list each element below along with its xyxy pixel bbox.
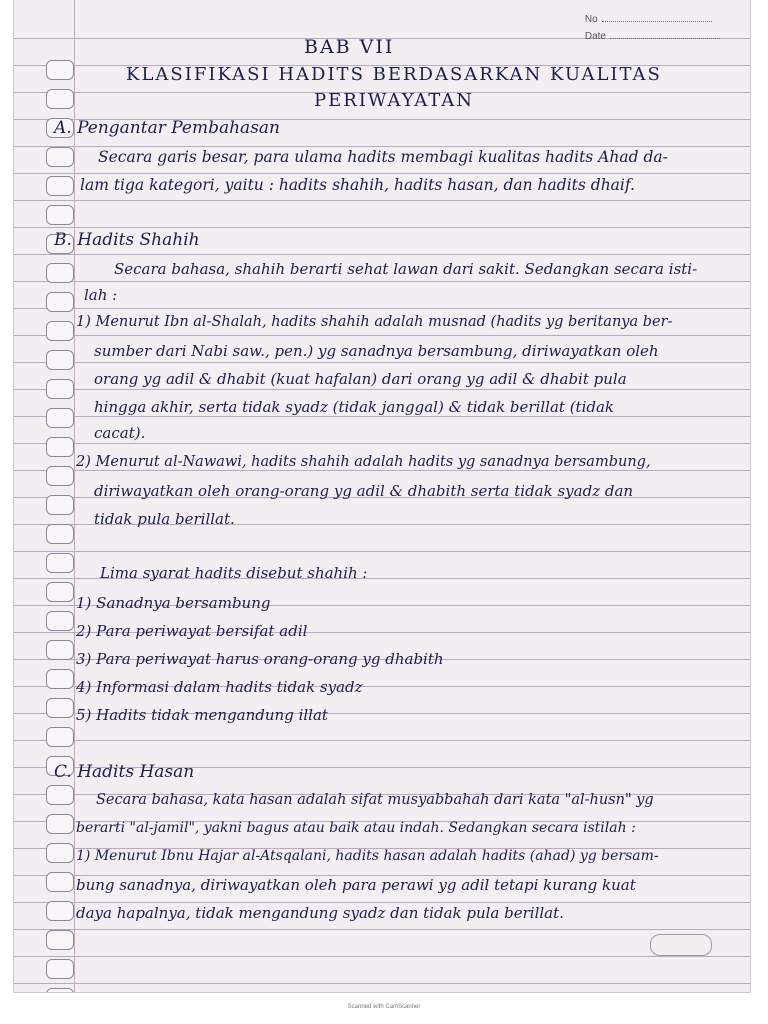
section-c-line: daya hapalnya, tidak mengandung syadz dan tidak pula berillat. [76, 904, 564, 922]
section-b-line: tidak pula berillat. [94, 510, 235, 528]
section-a-line: Secara garis besar, para ulama hadits membagi kualitas hadits Ahad da- [98, 148, 668, 166]
binder-hole [46, 292, 74, 312]
binder-holes [46, 60, 80, 992]
section-c-heading: C. Hadits Hasan [54, 762, 195, 782]
no-label: No [584, 14, 598, 25]
binder-hole [46, 321, 74, 341]
chapter-title: BAB VII [304, 36, 395, 58]
binder-hole [46, 843, 74, 863]
binder-hole [46, 379, 74, 399]
binder-hole [46, 814, 74, 834]
binder-hole [46, 60, 74, 80]
section-c-line: Secara bahasa, kata hasan adalah sifat musyabbahah dari kata "al-husn" yg [96, 792, 654, 808]
binder-hole [46, 176, 74, 196]
binder-hole [46, 959, 74, 979]
section-c-line: bung sanadnya, diriwayatkan oleh para perawi yg adil tetapi kurang kuat [76, 876, 636, 894]
syarat-item: 3) Para periwayat harus orang-orang yg dhabith [76, 650, 444, 668]
section-b-line: orang yg adil & dhabit (kuat hafalan) dari orang yg adil & dhabit pula [94, 370, 627, 388]
binder-hole [46, 350, 74, 370]
page-header-fields [585, 14, 720, 48]
binder-hole [46, 263, 74, 283]
binder-hole [46, 785, 74, 805]
section-b-line: 2) Menurut al-Nawawi, hadits shahih adalah hadits yg sanadnya bersambung, [76, 454, 651, 470]
binder-hole [46, 640, 74, 660]
binder-hole [46, 988, 74, 992]
section-b-line: Secara bahasa, shahih berarti sehat lawan dari sakit. Sedangkan secara isti- [114, 260, 698, 278]
binder-hole [46, 582, 74, 602]
title-line-2: PERIWAYATAN [314, 90, 475, 111]
binder-hole [46, 466, 74, 486]
binder-hole [46, 698, 74, 718]
section-c-line: 1) Menurut Ibnu Hajar al-Atsqalani, hadits hasan adalah hadits (ahad) yg bersam- [76, 848, 659, 864]
syarat-intro: Lima syarat hadits disebut shahih : [100, 564, 368, 582]
binder-hole [46, 205, 74, 225]
section-a-heading: A. Pengantar Pembahasan [54, 118, 280, 138]
date-label: Date [584, 31, 606, 42]
binder-hole [46, 89, 74, 109]
section-b-line: hingga akhir, serta tidak syadz (tidak janggal) & tidak berillat (tidak [94, 398, 615, 416]
notebook-page [14, 0, 750, 992]
syarat-item: 4) Informasi dalam hadits tidak syadz [76, 678, 363, 696]
section-b-line: lah : [84, 286, 118, 304]
binder-hole [46, 495, 74, 515]
binder-hole [46, 930, 74, 950]
binder-hole [46, 669, 74, 689]
binder-hole [46, 408, 74, 428]
section-a-line: lam tiga kategori, yaitu : hadits shahih, hadits hasan, dan hadits dhaif. [80, 176, 635, 194]
binder-hole [46, 553, 74, 573]
scanner-watermark: Scanned with CamScanner [347, 1004, 421, 1010]
section-b-line: 1) Menurut Ibn al-Shalah, hadits shahih adalah musnad (hadits yg beritanya ber- [76, 314, 673, 330]
syarat-item: 2) Para periwayat bersifat adil [76, 622, 308, 640]
page-stamp [650, 934, 712, 956]
binder-hole [46, 901, 74, 921]
syarat-item: 5) Hadits tidak mengandung illat [76, 706, 328, 724]
binder-hole [46, 727, 74, 747]
binder-hole [46, 611, 74, 631]
section-b-line: cacat). [94, 424, 146, 442]
title-line-1: KLASIFIKASI HADITS BERDASARKAN KUALITAS [126, 64, 662, 85]
binder-hole [46, 437, 74, 457]
section-b-line: sumber dari Nabi saw., pen.) yg sanadnya bersambung, diriwayatkan oleh [94, 342, 659, 360]
section-c-line: berarti "al-jamil", yakni bagus atau baik atau indah. Sedangkan secara istilah : [76, 820, 636, 836]
binder-hole [46, 872, 74, 892]
syarat-item: 1) Sanadnya bersambung [76, 594, 271, 612]
section-b-line: diriwayatkan oleh orang-orang yg adil & dhabith serta tidak syadz dan [94, 482, 634, 500]
date-field [585, 31, 720, 42]
binder-hole [46, 147, 74, 167]
no-field [585, 14, 720, 25]
section-b-heading: B. Hadits Shahih [54, 230, 200, 250]
binder-hole [46, 524, 74, 544]
